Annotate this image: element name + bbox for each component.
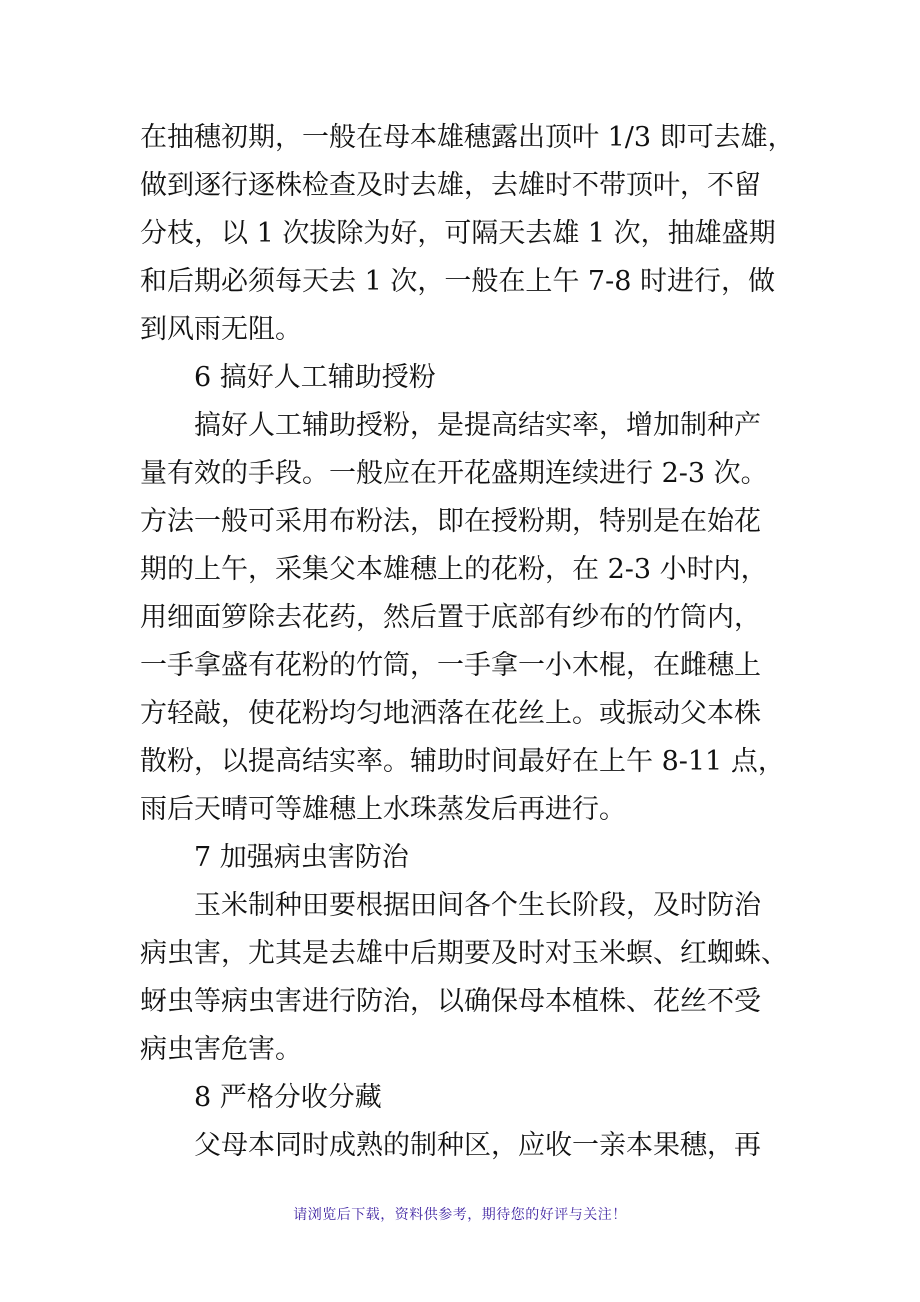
page-footer-note: 请浏览后下载，资料供参考，期待您的好评与关注！ bbox=[293, 1207, 627, 1223]
body-line: 玉米制种田要根据田间各个生长阶段，及时防治 bbox=[194, 890, 761, 921]
body-line: 分枝，以 1 次拔除为好，可隔天去雄 1 次，抽雄盛期 bbox=[140, 218, 776, 249]
body-line: 和后期必须每天去 1 次，一般在上午 7-8 时进行，做 bbox=[140, 266, 775, 297]
body-line: 用细面箩除去花药，然后置于底部有纱布的竹筒内， bbox=[140, 602, 761, 633]
body-line: 雨后天晴可等雄穗上水珠蒸发后再进行。 bbox=[140, 794, 626, 825]
body-line: 蚜虫等病虫害进行防治，以确保母本植株、花丝不受 bbox=[140, 986, 761, 1017]
body-line: 父母本同时成熟的制种区，应收一亲本果穗，再 bbox=[194, 1130, 761, 1161]
body-line: 到风雨无阻。 bbox=[140, 314, 302, 345]
body-line: 方轻敲，使花粉均匀地洒落在花丝上。或振动父本株 bbox=[140, 698, 761, 729]
body-line: 病虫害，尤其是去雄中后期要及时对玉米螟、红蜘蛛、 bbox=[140, 938, 788, 969]
section-heading-6: 6 搞好人工辅助授粉 bbox=[194, 362, 436, 393]
body-line: 做到逐行逐株检查及时去雄，去雄时不带顶叶，不留 bbox=[140, 170, 761, 201]
document-body bbox=[140, 114, 802, 1170]
section-heading-7: 7 加强病虫害防治 bbox=[194, 842, 409, 873]
body-line: 散粉，以提高结实率。辅助时间最好在上午 8-11 点， bbox=[140, 746, 785, 777]
section-heading-8: 8 严格分收分藏 bbox=[194, 1082, 382, 1113]
body-line: 搞好人工辅助授粉，是提高结实率，增加制种产 bbox=[194, 410, 761, 441]
body-line: 期的上午，采集父本雄穗上的花粉，在 2-3 小时内， bbox=[140, 554, 768, 585]
body-line: 一手拿盛有花粉的竹筒，一手拿一小木棍，在雌穗上 bbox=[140, 650, 761, 681]
body-line: 病虫害危害。 bbox=[140, 1034, 302, 1065]
body-line: 量有效的手段。一般应在开花盛期连续进行 2-3 次。 bbox=[140, 458, 768, 489]
body-line: 在抽穗初期，一般在母本雄穗露出顶叶 1/3 即可去雄， bbox=[140, 122, 795, 153]
body-line: 方法一般可采用布粉法，即在授粉期，特别是在始花 bbox=[140, 506, 761, 537]
